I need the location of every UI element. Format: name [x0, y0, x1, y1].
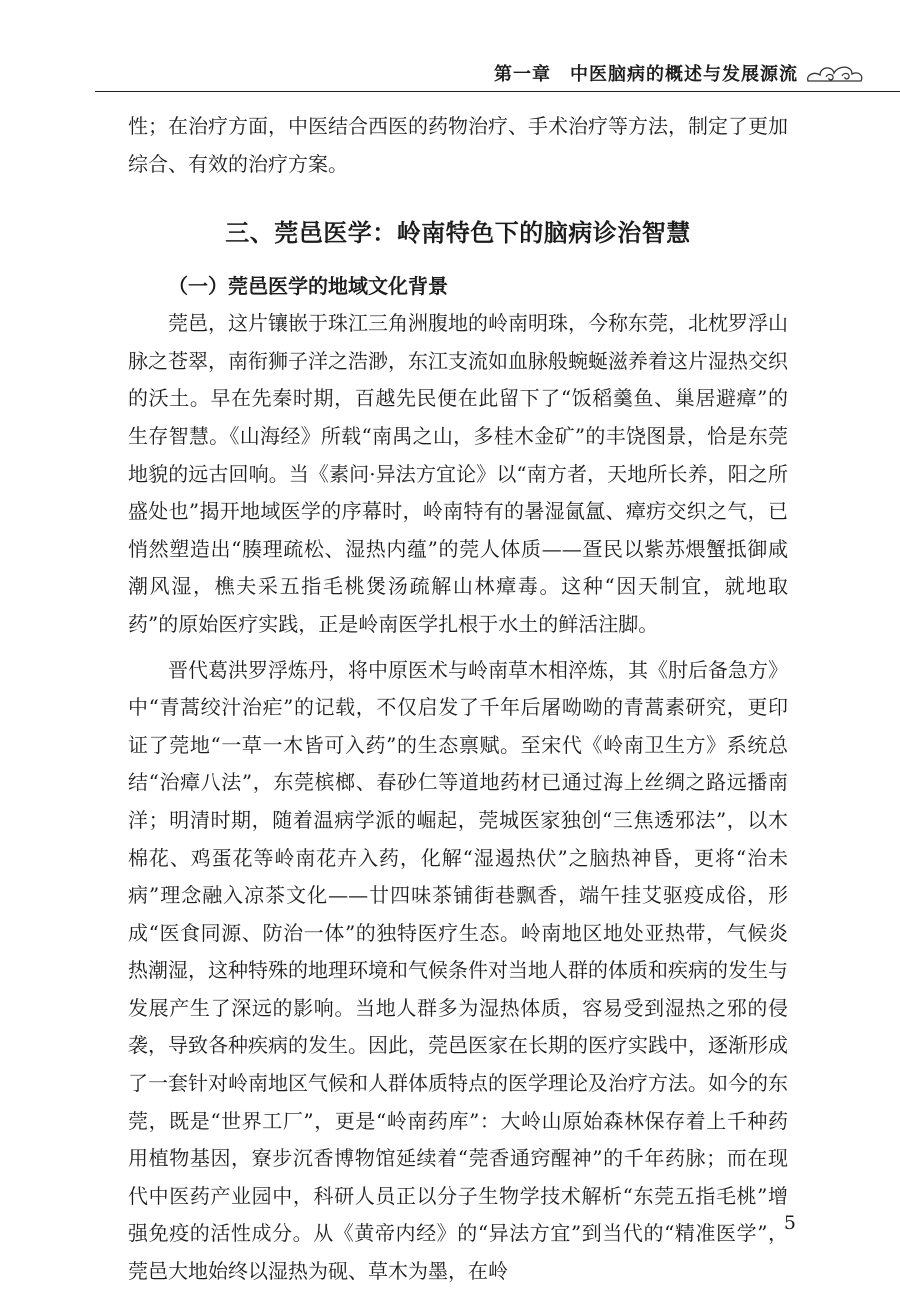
header-rule	[95, 91, 900, 92]
running-header	[0, 0, 900, 95]
subsection-heading: （一）莞邑医学的地域文化背景	[168, 274, 448, 299]
paragraph-2: 晋代葛洪罗浮炼丹，将中原医术与岭南草木相淬炼，其《肘后备急方》中“青蒿绞汁治疟”的记载，不仅启发了千年后屠呦呦的青蒿素研究，更印证了莞地“一草一木皆可入药”的生态禀赋。至宋代《岭南卫生方》系统总结“治瘴八法”，东莞槟榔、春砂仁等道地药材已通过海上丝绸之路远播南洋；明清时期，随着温病学派的崛起，莞城医家独创“三焦透邪法”，以木棉花、鸡蛋花等岭南花卉入药，化解“湿遏热伏”之脑热神昏，更将“治未病”理念融入凉茶文化——廿四味茶铺街巷飘香，端午挂艾驱疫成俗，形成“医食同源、防治一体”的独特医疗生态。岭南地区地处亚热带，气候炎热潮湿，这种特殊的地理环境和气候条件对当地人群的体质和疾病的发生与发展产生了深远的影响。当地人群多为湿热体质，容易受到湿热之邪的侵袭，导致各种疾病的发生。因此，莞邑医家在长期的医疗实践中，逐渐形成了一套针对岭南地区气候和人群体质特点的医学理论及治疗方法。如今的东莞，既是“世界工厂”，更是“岭南药库”：大岭山原始森林保存着上千种药用植物基因，寮步沉香博物馆延续着“莞香通窍醒神”的千年药脉；而在现代中医药产业园中，科研人员正以分子生物学技术解析“东莞五指毛桃”增强免疫的活性成分。从《黄帝内经》的“异法方宜”到当代的“精准医学”，莞邑大地始终以湿热为砚、草木为墨，在岭	[128, 657, 788, 1284]
auspicious-cloud-icon	[804, 57, 866, 87]
paragraph-1: 莞邑，这片镶嵌于珠江三角洲腹地的岭南明珠，今称东莞，北枕罗浮山脉之苍翠，南衔狮子洋之浩渺，东江支流如血脉般蜿蜒滋养着这片湿热交织的沃土。早在先秦时期，百越先民便在此留下了“饭稻羹鱼、巢居避瘴”的生存智慧。《山海经》所载“南禺之山，多桂木金矿”的丰饶图景，恰是东莞地貌的远古回响。当《素问·异法方宜论》以“南方者，天地所长养，阳之所盛处也”揭开地域医学的序幕时，岭南特有的暑湿氤氲、瘴疠交织之气，已悄然塑造出“腠理疏松、湿热内蕴”的莞人体质——疍民以紫苏煨蟹抵御咸潮风湿，樵夫采五指毛桃煲汤疏解山林瘴毒。这种“因天制宜，就地取药”的原始医疗实践，正是岭南医学扎根于水土的鲜活注脚。	[128, 311, 788, 636]
page-body	[128, 108, 788, 1291]
chapter-title: 第一章 中医脑病的概述与发展源流	[494, 64, 798, 85]
section-heading: 三、莞邑医学：岭南特色下的脑病诊治智慧	[225, 219, 691, 248]
page-number: 5	[783, 1212, 796, 1234]
paragraph-continued: 性；在治疗方面，中医结合西医的药物治疗、手术治疗等方法，制定了更加综合、有效的治疗方案。	[128, 114, 788, 176]
